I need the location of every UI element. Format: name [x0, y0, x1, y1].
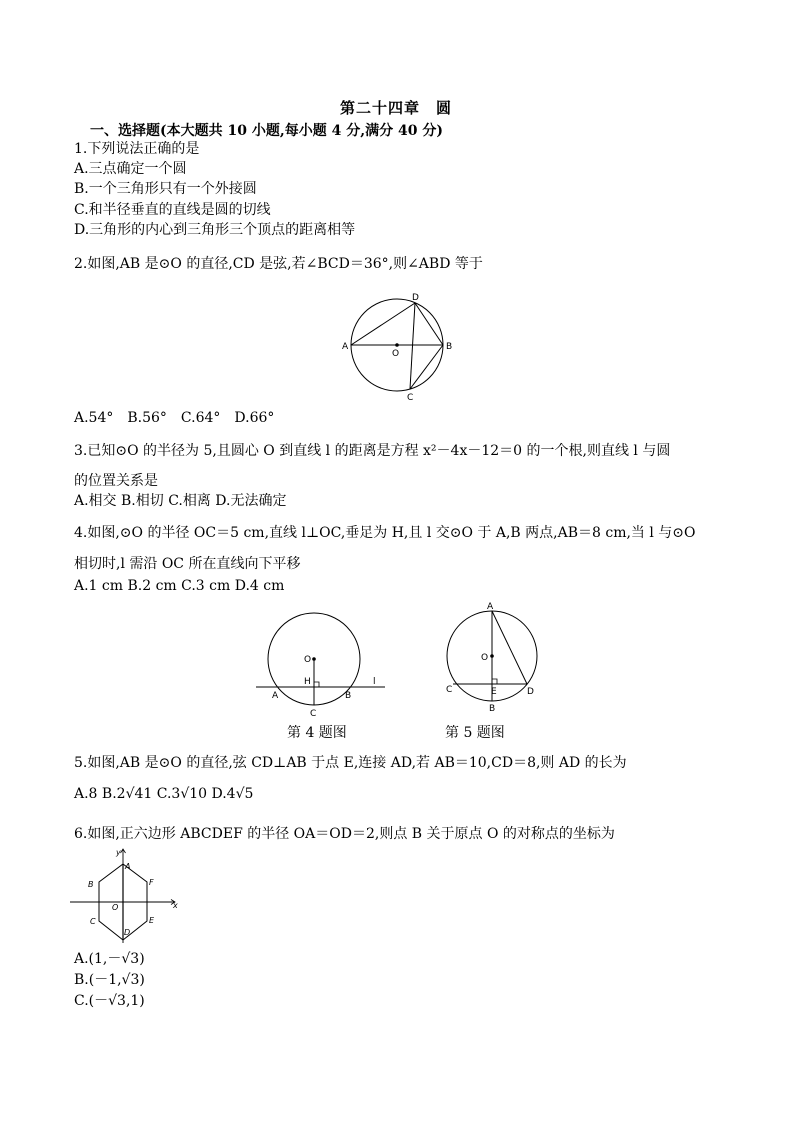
q4-label-o: O	[304, 655, 312, 665]
q6-label-d: D	[124, 928, 131, 937]
q6-figure	[70, 845, 185, 945]
q6-label-f: F	[149, 878, 154, 887]
q4-label-h: H	[304, 677, 311, 687]
q6-label-a: A	[125, 862, 131, 871]
q2-label-c: C	[407, 393, 414, 402]
q2-stem: 2.如图,AB 是⊙O 的直径,CD 是弦,若∠BCD＝36°,则∠ABD 等于	[74, 256, 483, 272]
q2-figure	[340, 290, 460, 402]
q3-line1: 3.已知⊙O 的半径为 5,且圆心 O 到直线 l 的距离是方程 x²－4x－12＝0 的一个根,则直线 l 与圆	[74, 443, 671, 459]
page-title: 第二十四章 圆	[340, 99, 453, 117]
q6-option-a: A.(1,－√3)	[74, 951, 145, 967]
q6-stem: 6.如图,正六边形 ABCDEF 的半径 OA＝OD＝2,则点 B 关于原点 O 的对称点的坐标为	[74, 826, 615, 842]
q5-label-b: B	[489, 704, 496, 714]
section-heading: 一、选择题(本大题共 10 小题,每小题 4 分,满分 40 分)	[90, 123, 443, 139]
q4-caption: 第 4 题图	[287, 725, 347, 741]
q5-caption: 第 5 题图	[445, 725, 505, 741]
q5-label-d: D	[527, 687, 534, 697]
q1-option-c: C.和半径垂直的直线是圆的切线	[74, 202, 271, 218]
q4-figure	[250, 605, 400, 717]
q4-label-a: A	[272, 691, 279, 701]
q5-options: A.8 B.2√41 C.3√10 D.4√5	[74, 786, 254, 802]
q4-label-l: l	[373, 677, 376, 687]
q6-label-b: B	[88, 880, 94, 889]
q1-option-a: A.三点确定一个圆	[74, 161, 187, 177]
q6-option-b: B.(－1,√3)	[74, 972, 145, 988]
q3-line2: 的位置关系是	[74, 473, 158, 489]
q6-label-e: E	[149, 916, 155, 925]
q2-label-d: D	[412, 293, 419, 303]
q2-options: A.54° B.56° C.64° D.66°	[74, 410, 275, 426]
q4-line1: 4.如图,⊙O 的半径 OC＝5 cm,直线 l⊥OC,垂足为 H,且 l 交⊙O 于 A,B 两点,AB＝8 cm,当 l 与⊙O	[74, 525, 696, 541]
q2-label-a: A	[342, 342, 349, 352]
q6-option-c: C.(－√3,1)	[74, 993, 145, 1009]
q5-label-e: E	[491, 687, 497, 697]
q5-figure	[440, 598, 550, 716]
q5-label-c: C	[446, 685, 453, 695]
q4-label-c: C	[310, 709, 317, 717]
q6-label-x: x	[173, 901, 178, 910]
q5-label-a: A	[487, 602, 494, 612]
q1-option-b: B.一个三角形只有一个外接圆	[74, 181, 257, 197]
q6-label-y: y	[116, 848, 121, 857]
q2-label-o: O	[392, 349, 400, 359]
q6-label-o: O	[112, 903, 119, 912]
q3-options: A.相交 B.相切 C.相离 D.无法确定	[74, 493, 287, 509]
q2-label-b: B	[446, 342, 453, 352]
q5-label-o: O	[481, 653, 489, 663]
q4-label-b: B	[345, 691, 352, 701]
q6-label-c: C	[90, 917, 96, 926]
q1-stem: 1.下列说法正确的是	[74, 141, 200, 157]
q4-line2: 相切时,l 需沿 OC 所在直线向下平移	[74, 556, 301, 572]
q1-option-d: D.三角形的内心到三角形三个顶点的距离相等	[74, 222, 356, 238]
q4-options: A.1 cm B.2 cm C.3 cm D.4 cm	[74, 578, 285, 594]
q5-stem: 5.如图,AB 是⊙O 的直径,弦 CD⊥AB 于点 E,连接 AD,若 AB＝10,CD＝8,则 AD 的长为	[74, 755, 627, 771]
